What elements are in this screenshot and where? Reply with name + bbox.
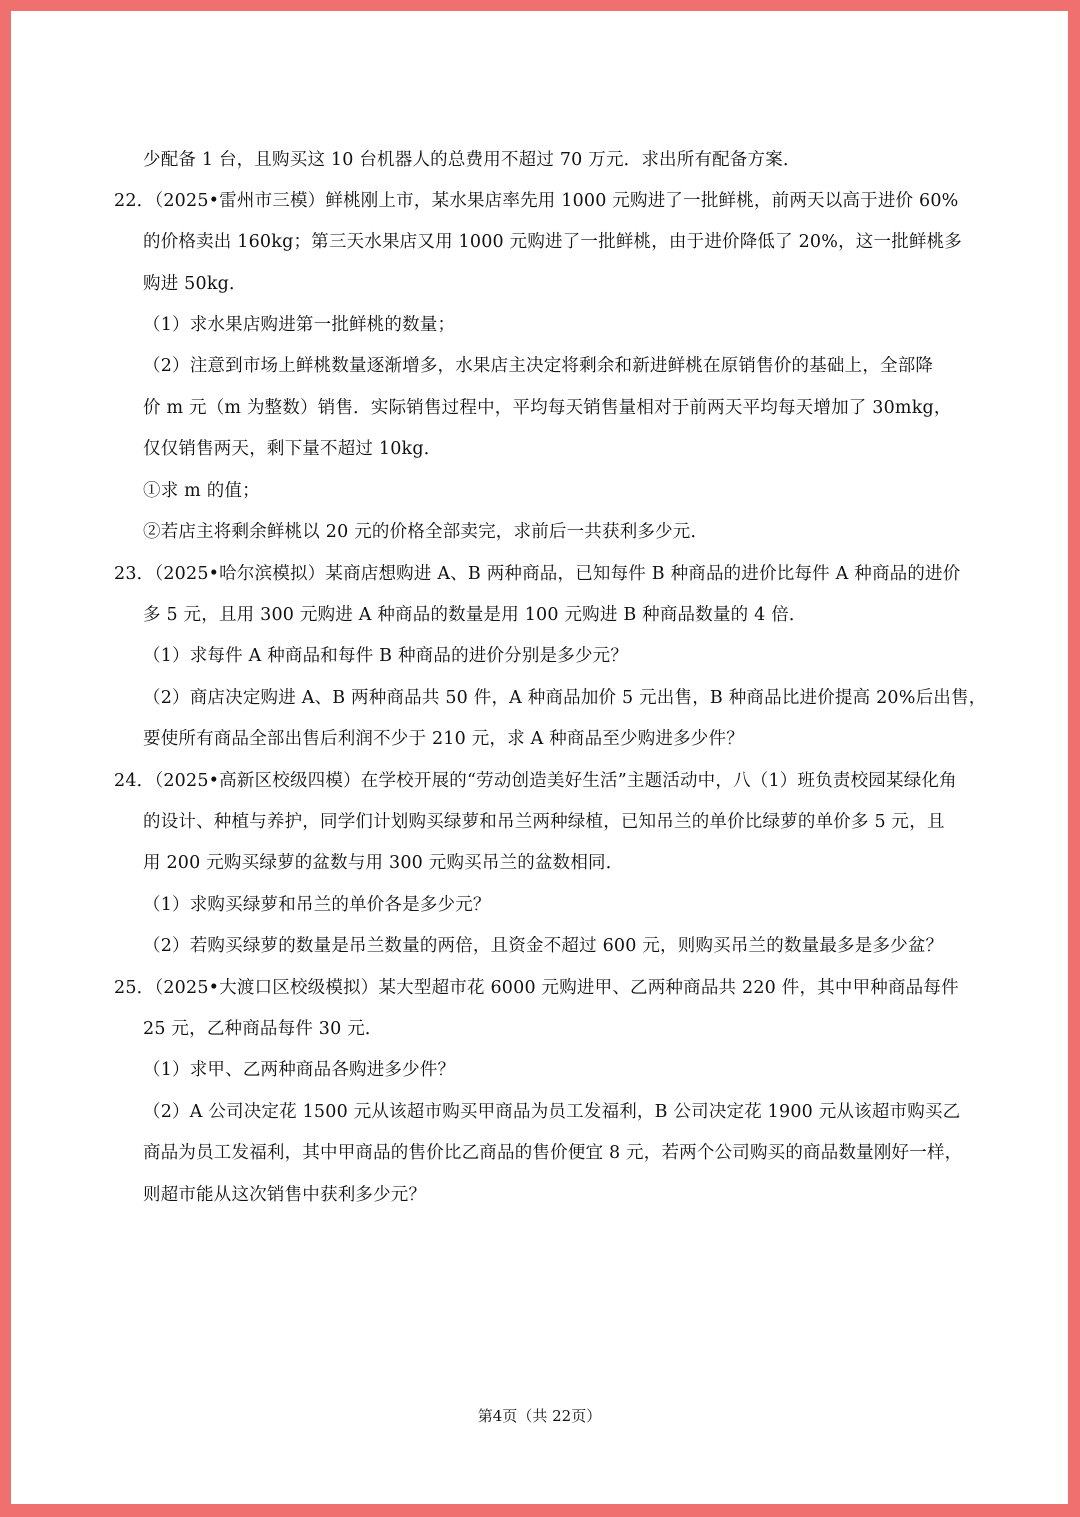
question-24-title: 24．（2025•高新区校级四模）在学校开展的“劳动创造美好生活”主题活动中，八（1）班负责校园某绿化角 — [114, 771, 957, 791]
text-line: 商品为员工发福利，其中甲商品的售价比乙商品的售价便宜 8 元，若两个公司购买的商品数量刚好一样， — [143, 1143, 963, 1163]
page-content — [11, 11, 1068, 1504]
text-line: 25 元，乙种商品每件 30 元． — [143, 1019, 383, 1039]
question-23-title: 23．（2025•哈尔滨模拟）某商店想购进 A、B 两种商品，已知每件 B 种商品的进价比每件 A 种商品的进价 — [114, 564, 961, 584]
document-page — [11, 11, 1068, 1504]
text-line: 价 m 元（m 为整数）销售．实际销售过程中，平均每天销售量相对于前两天平均每天增加了 30mkg， — [143, 398, 952, 418]
sub-question: ②若店主将剩余鲜桃以 20 元的价格全部卖完，求前后一共获利多少元． — [143, 522, 709, 542]
text-line: 仅仅销售两天，剩下量不超过 10kg． — [143, 439, 442, 459]
page-footer: 第4页（共 22页） — [477, 1407, 602, 1425]
sub-question: （2）若购买绿萝的数量是吊兰数量的两倍，且资金不超过 600 元，则购买吊兰的数量最多是多少盆？ — [143, 936, 944, 956]
text-line: 则超市能从这次销售中获利多少元？ — [143, 1185, 427, 1205]
sub-question: （1）求购买绿萝和吊兰的单价各是多少元？ — [143, 895, 491, 915]
sub-question: （2）商店决定购进 A、B 两种商品共 50 件，A 种商品加价 5 元出售，B 种商品比进价提高 20%后出售， — [143, 688, 987, 708]
sub-question: （1）求水果店购进第一批鲜桃的数量； — [143, 315, 456, 335]
text-line: 多 5 元，且用 300 元购进 A 种商品的数量是用 100 元购进 B 种商品数量的 4 倍． — [143, 605, 807, 625]
text-line: 购进 50kg． — [143, 274, 247, 294]
text-line: 的设计、种植与养护，同学们计划购买绿萝和吊兰两种绿植，已知吊兰的单价比绿萝的单价多 5 元，且 — [143, 812, 945, 832]
sub-question: （2）A 公司决定花 1500 元从该超市购买甲商品为员工发福利，B 公司决定花 1900 元从该超市购买乙 — [143, 1102, 961, 1122]
question-22-title: 22．（2025•雷州市三模）鲜桃刚上市，某水果店率先用 1000 元购进了一批鲜桃，前两天以高于进价 60% — [114, 191, 959, 211]
text-line: 的价格卖出 160kg；第三天水果店又用 1000 元购进了一批鲜桃，由于进价降低了 20%，这一批鲜桃多 — [143, 232, 962, 252]
question-25-title: 25．（2025•大渡口区校级模拟）某大型超市花 6000 元购进甲、乙两种商品共 220 件，其中甲种商品每件 — [114, 978, 959, 998]
text-line: 用 200 元购买绿萝的盆数与用 300 元购买吊兰的盆数相同． — [143, 853, 624, 873]
sub-question: （1）求每件 A 种商品和每件 B 种商品的进价分别是多少元？ — [143, 646, 629, 666]
text-line: 少配备 1 台，且购买这 10 台机器人的总费用不超过 70 万元．求出所有配备方案． — [143, 150, 801, 170]
text-line: 要使所有商品全部出售后利润不少于 210 元，求 A 种商品至少购进多少件？ — [143, 729, 744, 749]
sub-question: （2）注意到市场上鲜桃数量逐渐增多，水果店主决定将剩余和新进鲜桃在原销售价的基础上，全部降 — [143, 356, 934, 376]
sub-question: ①求 m 的值； — [143, 481, 260, 501]
sub-question: （1）求甲、乙两种商品各购进多少件？ — [143, 1060, 456, 1080]
